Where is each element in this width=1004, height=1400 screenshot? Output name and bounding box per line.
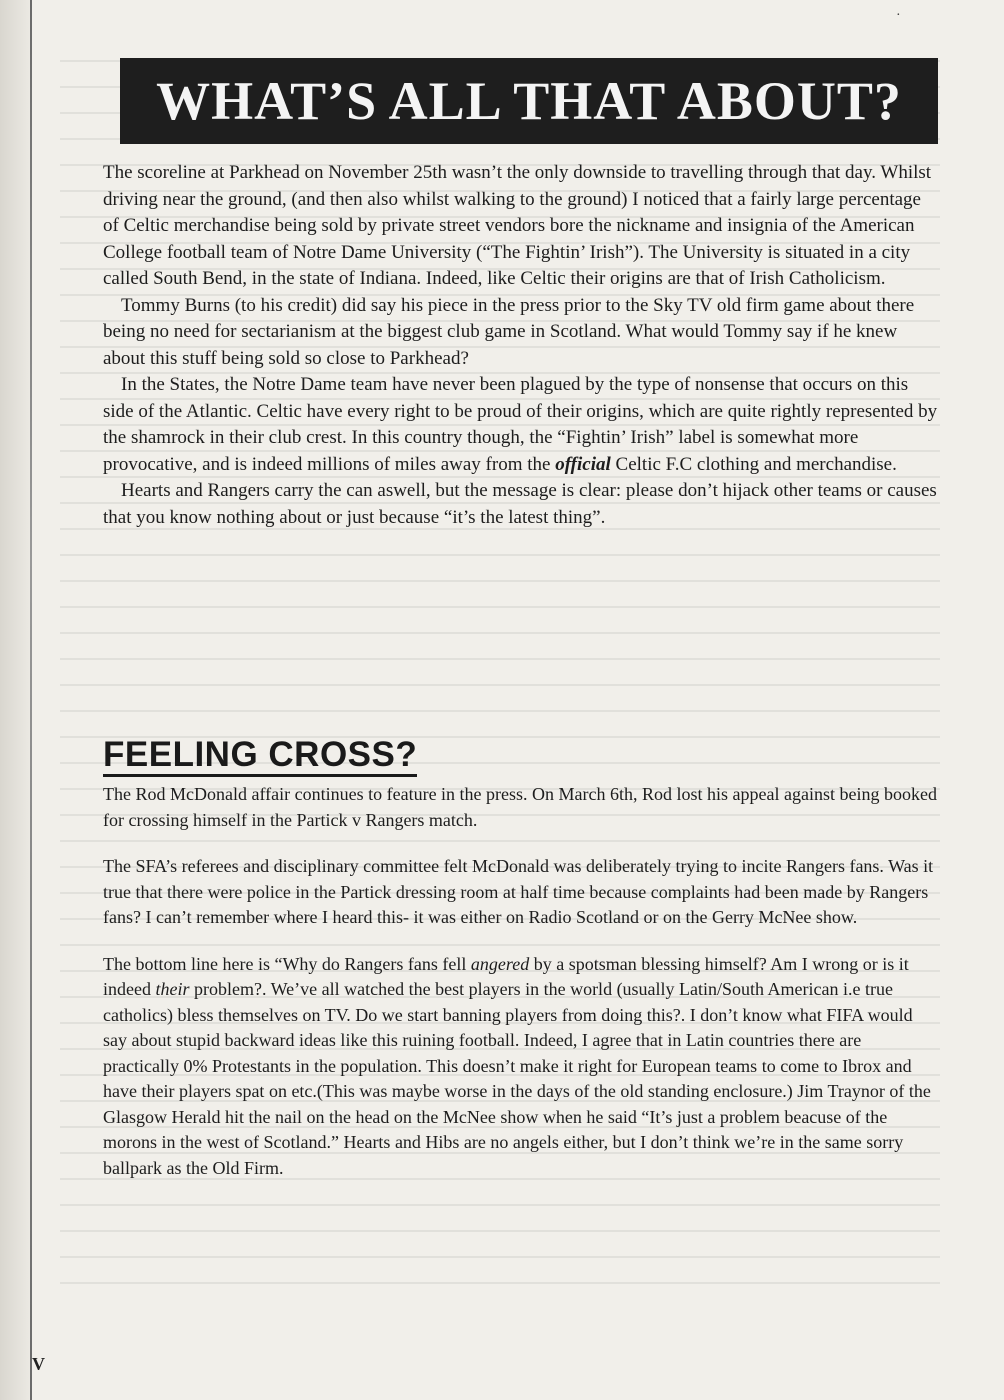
article-paragraph: Tommy Burns (to his credit) did say his piece in the press prior to the Sky TV old firm game about there being no need for sectarianism at the biggest club game in Scotland. What would Tommy say if he knew about this stuff being sold so close to Parkhead? [103, 294, 915, 369]
section-paragraph-text: The bottom line here is “Why do Rangers fans fell [103, 953, 467, 974]
section-paragraph-text: by a spotsman blessing himself? Am I wrong or is it indeed [103, 953, 909, 999]
article-paragraph-text: Celtic F.C clothing and merchandise. [615, 453, 897, 475]
emphasis-their: their [155, 979, 190, 999]
title-banner [120, 58, 938, 144]
section-paragraph [103, 952, 941, 1182]
section-body [103, 782, 941, 1181]
stray-dot-mark: · [896, 8, 901, 23]
emphasis-angered: angered [470, 953, 530, 974]
corner-mark: V [32, 1354, 45, 1374]
section-heading: FEELING CROSS? [103, 736, 417, 777]
article-paragraph-text: In the States, the Notre Dame team have never been plagued by the type of nonsense that occurs on this side of the Atlantic. Celtic have every right to be proud of their origins, which are quite rightly represented by the shamrock in their club crest. In this country though, the “Fightin’ Irish” label is somewhat more provocative, and is indeed millions of miles away from the [103, 374, 938, 475]
section-paragraph: The Rod McDonald affair continues to feature in the press. On March 6th, Rod lost his appeal against being booked for crossing himself in the Partick v Rangers match. [103, 784, 937, 830]
article-body [103, 160, 941, 531]
section-paragraph-text: problem?. We’ve all watched the best players in the world (usually Latin/South American i.e true catholics) bless themselves on TV. Do we start banning players from doing this?. I don’t know what FIFA would say about stupid backward ideas like this ruining football. Indeed, I agree that in Latin countries there are practically 0% Protestants in the population. This doesn’t make it right for European teams to come to Ibrox and have their players spat on etc.(This was maybe worse in the days of the old standing enclosure.) Jim Traynor of the Glasgow Herald hit the nail on the head on the McNee show when he said “It’s just a problem beacuse of the morons in the west of Scotland.” Hearts and Hibs are no angels either, but I don’t think we’re in the same sorry ballpark as the Old Firm. [103, 979, 931, 1178]
page-fold-shadow [0, 0, 30, 1400]
emphasis-official: official [555, 453, 611, 475]
article-paragraph: The scoreline at Parkhead on November 25th wasn’t the only downside to travelling through that day. Whilst driving near the ground, (and then also whilst walking to the ground) I noticed that a fairly large percentage of Celtic merchandise being sold by private street vendors bore the nickname and insignia of the American College football team of Notre Dame University (“The Fightin’ Irish”). The University is situated in a city called South Bend, in the state of Indiana. Indeed, like Celtic their origins are that of Irish Catholicism. [103, 162, 932, 289]
article-paragraph: Hearts and Rangers carry the can aswell, but the message is clear: please don’t hijack other teams or causes that you know nothing about or just because “it’s the latest thing”. [103, 480, 937, 528]
page-fold-line [30, 0, 32, 1400]
section-paragraph: The SFA’s referees and disciplinary committee felt McDonald was deliberately trying to incite Rangers fans. Was it true that there were police in the Partick dressing room at half time because complaints had been made by Rangers fans? I can’t remember where I heard this- it was either on Radio Scotland or on the Gerry McNee show. [103, 856, 934, 927]
article-paragraph [103, 372, 941, 478]
page-title: WHAT’S ALL THAT ABOUT? [156, 71, 902, 131]
